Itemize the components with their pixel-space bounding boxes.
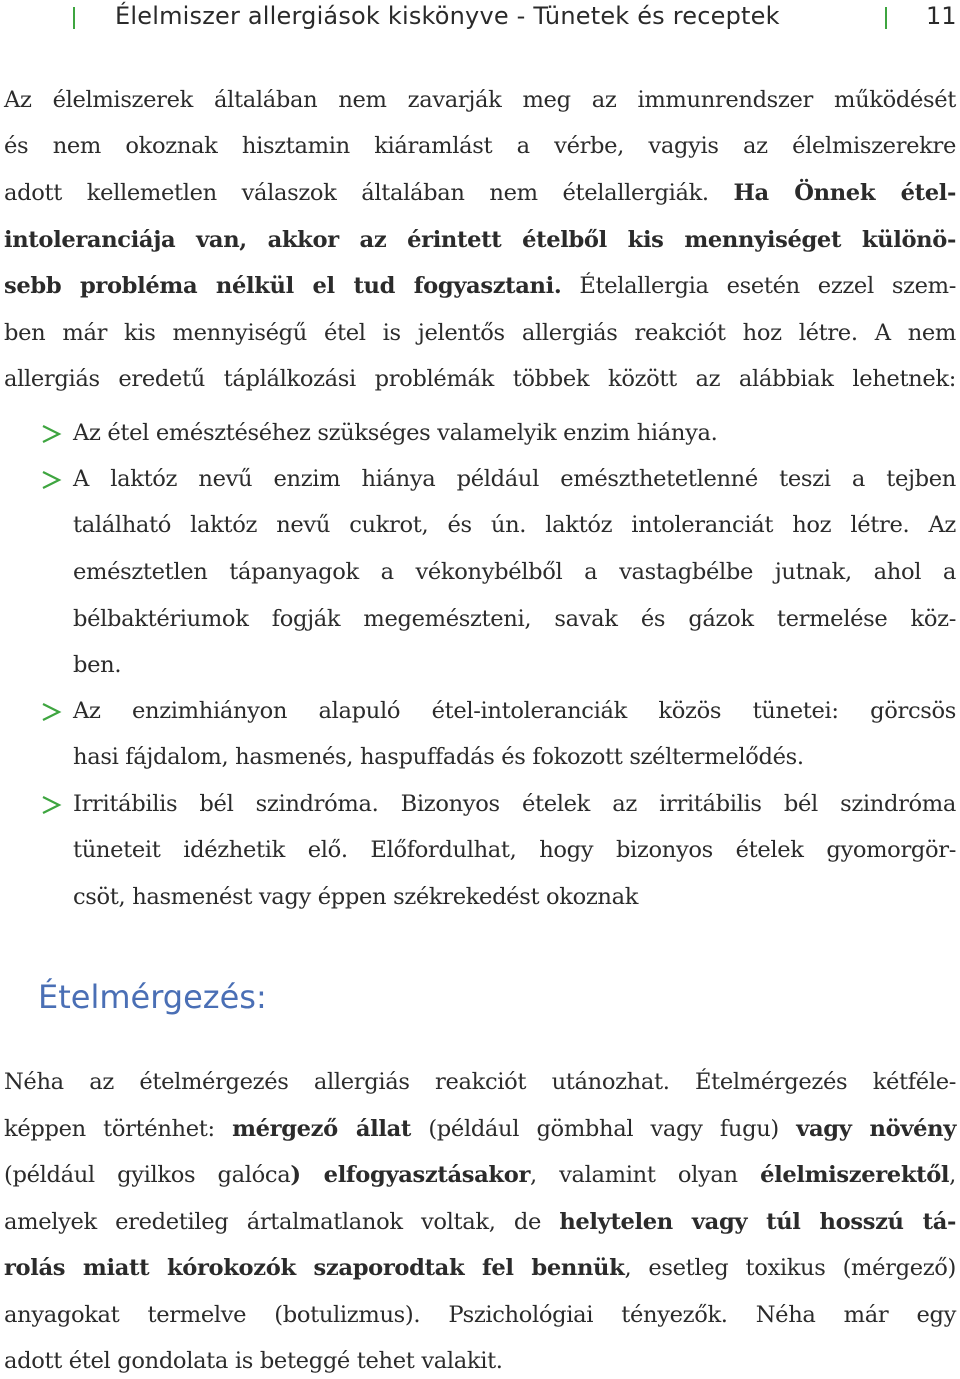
arrow-bullet-icon (40, 794, 62, 816)
header-title: Élelmiszer allergiások kiskönyve - Tünetek és receptek (115, 2, 780, 30)
list-item-line: bélbaktériumok fogják megemészteni, savak és gázok termelése köz- (73, 606, 956, 632)
text-line: Néha az ételmérgezés allergiás reakciót utánozhat. Ételmérgezés kétféle- (4, 1069, 956, 1095)
text-line: ben már kis mennyiségű étel is jelentős allergiás reakciót hoz létre. A nem (4, 320, 956, 346)
text-line: amelyek eredetileg ártalmatlanok voltak, de helytelen vagy túl hosszú tá- (4, 1209, 957, 1235)
list-item-line: emésztetlen tápanyagok a vékonybélből a vastagbélbe jutnak, ahol a (73, 559, 956, 585)
text-line: intoleranciája van, akkor az érintett ételből kis mennyiséget különö- (4, 227, 956, 253)
list-item-line: ben. (73, 652, 122, 678)
text-line: adott étel gondolata is beteggé tehet valakit. (4, 1348, 503, 1374)
list-item: Az enzimhiányon alapuló étel-intoleranciák közös tünetei: görcsös (73, 698, 956, 724)
text-line: Az élelmiszerek általában nem zavarják meg az immunrendszer működését (4, 87, 956, 113)
text-line: adott kellemetlen válaszok általában nem ételallergiák. Ha Önnek étel- (4, 180, 957, 206)
list-item-line: hasi fájdalom, hasmenés, haspuffadás és fokozott széltermelődés. (73, 744, 804, 770)
list-item: A laktóz nevű enzim hiánya például emészthetetlenné teszi a tejben (73, 466, 956, 492)
text-line: rolás miatt kórokozók szaporodtak fel bennük, esetleg toxikus (mérgező) (4, 1255, 956, 1281)
list-item: Az étel emésztéséhez szükséges valamelyik enzim hiánya. (73, 420, 718, 446)
page-header (0, 0, 960, 40)
text-line: és nem okoznak hisztamin kiáramlást a vérbe, vagyis az élelmiszerekre (4, 133, 956, 159)
list-item: Irritábilis bél szindróma. Bizonyos ételek az irritábilis bél szindróma (73, 791, 956, 817)
text-line: anyagokat termelve (botulizmus). Pszichológiai tényezők. Néha már egy (4, 1302, 956, 1328)
header-divider-left (73, 7, 75, 29)
header-divider-right (885, 7, 887, 29)
text-line: allergiás eredetű táplálkozási problémák többek között az alábbiak lehetnek: (4, 366, 956, 392)
text-line: sebb probléma nélkül el tud fogyasztani. Ételallergia esetén ezzel szem- (4, 273, 956, 299)
text-line: képpen történhet: mérgező állat (például gömbhal vagy fugu) vagy növény (4, 1116, 956, 1142)
list-item-line: található laktóz nevű cukrot, és ún. laktóz intoleranciát hoz létre. Az (73, 512, 956, 538)
list-item-line: csöt, hasmenést vagy éppen székrekedést okoznak (73, 884, 639, 910)
list-item-line: tüneteit idézhetik elő. Előfordulhat, hogy bizonyos ételek gyomorgör- (73, 837, 956, 863)
page-number: 11 (926, 2, 957, 30)
section-heading: Ételmérgezés: (38, 978, 267, 1016)
arrow-bullet-icon (40, 423, 62, 445)
arrow-bullet-icon (40, 701, 62, 723)
arrow-bullet-icon (40, 469, 62, 491)
text-line: (például gyilkos galóca) elfogyasztásakor, valamint olyan élelmiszerektől, (4, 1162, 957, 1188)
